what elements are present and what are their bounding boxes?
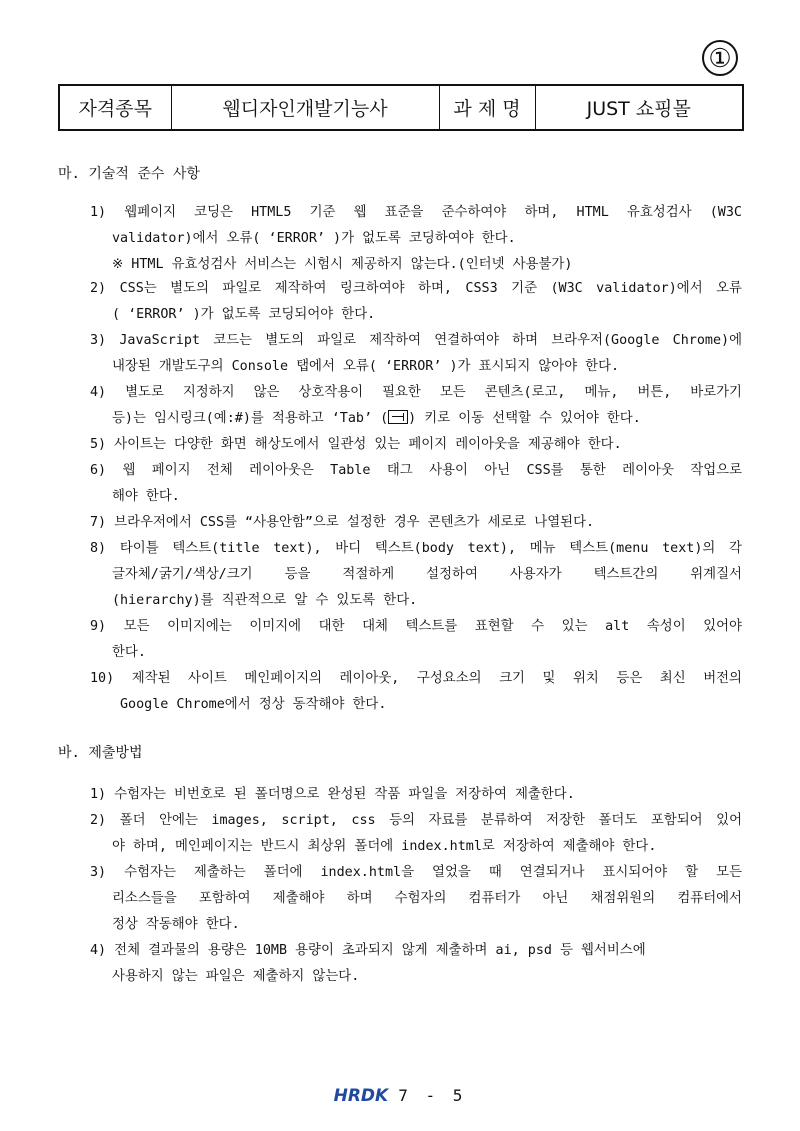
item-line: 정상 작동해야 한다. bbox=[112, 917, 240, 932]
item-line: validator)에서 오류( ‘ERROR’ )가 없도록 코딩하여야 한다. bbox=[112, 231, 516, 246]
item-line: 2) CSS는 별도의 파일로 제작하여 링크하여야 하며, CSS3 기준 (W3C validator)에서 오류 bbox=[90, 281, 742, 296]
item-line: 리소스들을 포함하여 제출해야 하며 수험자의 컴퓨터가 아닌 채점위원의 컴퓨터에서 bbox=[112, 891, 742, 906]
list-item bbox=[90, 666, 742, 718]
header-label-title: 과 제 명 bbox=[439, 85, 535, 130]
list-item bbox=[90, 328, 742, 380]
item-line: 1) 웹페이지 코딩은 HTML5 기준 웹 표준을 준수하여야 하며, HTML 유효성검사 (W3C bbox=[90, 205, 742, 220]
item-line-part: 등)는 임시링크(예:#)를 적용하고 ‘Tab’ ( bbox=[112, 411, 389, 426]
item-line: 1) 수험자는 비번호로 된 폴더명으로 완성된 작품 파일을 저장하여 제출한다. bbox=[90, 787, 575, 802]
item-line: 3) JavaScript 코드는 별도의 파일로 제작하여 연결하여야 하며 브라우저(Google Chrome)에 bbox=[90, 333, 742, 348]
page-footer bbox=[0, 1086, 800, 1106]
item-line: 6) 웹 페이지 전체 레이아웃은 Table 태그 사용이 아닌 CSS를 통한 레이아웃 작업으로 bbox=[90, 463, 742, 478]
item-line: 해야 한다. bbox=[112, 489, 180, 504]
list-item bbox=[90, 808, 742, 860]
list-item bbox=[90, 510, 742, 536]
item-line: 9) 모든 이미지에는 이미지에 대한 대체 텍스트를 표현할 수 있는 alt 속성이 있어야 bbox=[90, 619, 742, 634]
list-item bbox=[90, 200, 742, 278]
header-table bbox=[58, 84, 744, 131]
item-line: ( ‘ERROR’ )가 없도록 코딩되어야 한다. bbox=[112, 307, 376, 322]
list-item bbox=[90, 458, 742, 510]
item-line: 글자체/굵기/색상/크기 등을 적절하게 설정하여 사용자가 텍스트간의 위계질서 bbox=[112, 567, 742, 582]
list-item bbox=[90, 432, 742, 458]
list-item bbox=[90, 782, 742, 808]
item-line: 5) 사이트는 다양한 화면 해상도에서 일관성 있는 페이지 레이아웃을 제공해야 한다. bbox=[90, 437, 622, 452]
item-line: (hierarchy)를 직관적으로 알 수 있도록 한다. bbox=[112, 593, 418, 608]
item-line: 4) 별도로 지정하지 않은 상호작용이 필요한 모든 콘텐츠(로고, 메뉴, 버튼, 바로가기 bbox=[90, 385, 742, 400]
tab-key-icon bbox=[388, 410, 408, 424]
item-line-part: ) 키로 이동 선택할 수 있어야 한다. bbox=[408, 411, 641, 426]
item-line: 내장된 개발도구의 Console 탭에서 오류( ‘ERROR’ )가 표시되지 않아야 한다. bbox=[112, 359, 620, 374]
list-item bbox=[90, 380, 742, 432]
item-line: 2) 폴더 안에는 images, script, css 등의 자료를 분류하여 저장한 폴더도 포함되어 있어 bbox=[90, 813, 742, 828]
section-title-submit: 바. 제출방법 bbox=[58, 745, 143, 761]
header-value-subject: 웹디자인개발기능사 bbox=[171, 85, 439, 130]
section-title-tech: 마. 기술적 준수 사항 bbox=[58, 166, 200, 182]
header-value-title: JUST 쇼핑몰 bbox=[535, 85, 743, 130]
page-marker-circle: ① bbox=[702, 40, 738, 76]
list-item bbox=[90, 938, 742, 990]
item-line: 10) 제작된 사이트 메인페이지의 레이아웃, 구성요소의 크기 및 위치 등은 최신 버전의 bbox=[90, 671, 742, 686]
list-item bbox=[90, 536, 742, 614]
hrdk-logo: HRDK bbox=[333, 1086, 389, 1106]
item-line: 야 하며, 메인페이지는 반드시 최상위 폴더에 index.html로 저장하여 제출해야 한다. bbox=[112, 839, 657, 854]
list-item bbox=[90, 860, 742, 938]
item-line: ※ HTML 유효성검사 서비스는 시험시 제공하지 않는다.(인터넷 사용불가) bbox=[112, 257, 573, 272]
item-line: 3) 수험자는 제출하는 폴더에 index.html을 열었을 때 연결되거나 표시되어야 할 모든 bbox=[90, 865, 742, 880]
item-line: 8) 타이틀 텍스트(title text), 바디 텍스트(body text), 메뉴 텍스트(menu text)의 각 bbox=[90, 541, 742, 556]
item-line: 4) 전체 결과물의 용량은 10MB 용량이 초과되지 않게 제출하며 ai, psd 등 웹서비스에 bbox=[90, 943, 646, 958]
header-label-subject: 자격종목 bbox=[59, 85, 171, 130]
item-line: 사용하지 않는 파일은 제출하지 않는다. bbox=[112, 969, 360, 984]
item-line: Google Chrome에서 정상 동작해야 한다. bbox=[120, 697, 387, 712]
item-line: 7) 브라우저에서 CSS를 “사용안함”으로 설정한 경우 콘텐츠가 세로로 나열된다. bbox=[90, 515, 595, 530]
page-number: 7 - 5 bbox=[398, 1086, 467, 1105]
list-item bbox=[90, 614, 742, 666]
list-item bbox=[90, 276, 742, 328]
item-line bbox=[90, 406, 742, 432]
item-line: 한다. bbox=[112, 645, 146, 660]
